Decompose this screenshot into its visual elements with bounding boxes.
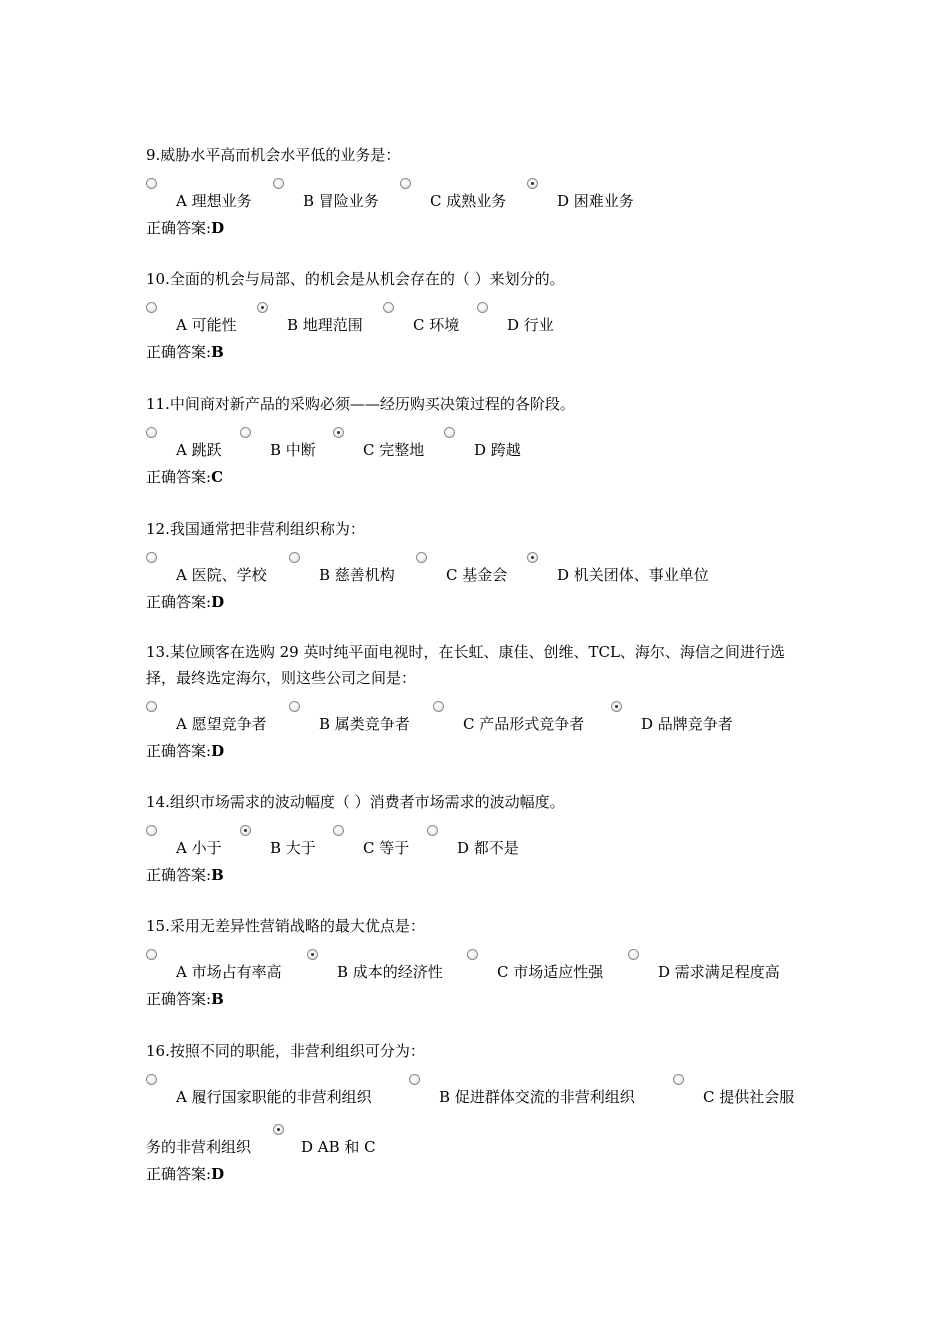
radio-button-icon[interactable]	[433, 701, 444, 712]
radio-button-icon[interactable]	[628, 949, 639, 960]
question-block	[146, 1038, 826, 1184]
radio-button-icon[interactable]	[146, 1074, 157, 1085]
question-block	[146, 913, 826, 1009]
option-label: A 可能性	[176, 316, 237, 334]
radio-button-icon[interactable]	[146, 427, 157, 438]
option-label: D AB 和 C	[301, 1138, 376, 1156]
options-row	[146, 949, 826, 989]
correct-answer: 正确答案:B	[146, 343, 224, 361]
question-title: 14.组织市场需求的波动幅度（ ）消费者市场需求的波动幅度。	[146, 793, 565, 811]
radio-button-selected-icon[interactable]	[527, 552, 538, 563]
question-title: 9.威胁水平高而机会水平低的业务是：	[146, 146, 401, 164]
radio-button-selected-icon[interactable]	[257, 302, 268, 313]
radio-button-selected-icon[interactable]	[273, 1124, 284, 1135]
option-label: A 愿望竞争者	[176, 715, 267, 733]
option-label: A 履行国家职能的非营利组织	[176, 1088, 372, 1106]
radio-button-icon[interactable]	[409, 1074, 420, 1085]
radio-button-selected-icon[interactable]	[333, 427, 344, 438]
option-label: B 冒险业务	[303, 192, 379, 210]
option-label: D 品牌竞争者	[641, 715, 733, 733]
option-label: B 慈善机构	[319, 566, 395, 584]
option-label: C 市场适应性强	[497, 963, 604, 981]
option-label: D 机关团体、事业单位	[557, 566, 709, 584]
option-label: B 中断	[270, 441, 316, 459]
radio-button-icon[interactable]	[146, 552, 157, 563]
option-label: A 市场占有率高	[176, 963, 282, 981]
radio-button-icon[interactable]	[673, 1074, 684, 1085]
radio-button-icon[interactable]	[289, 701, 300, 712]
radio-button-icon[interactable]	[146, 302, 157, 313]
correct-answer: 正确答案:B	[146, 990, 224, 1008]
radio-button-icon[interactable]	[416, 552, 427, 563]
radio-button-icon[interactable]	[146, 701, 157, 712]
radio-button-icon[interactable]	[477, 302, 488, 313]
option-label: D 行业	[507, 316, 554, 334]
radio-button-icon[interactable]	[146, 949, 157, 960]
question-title: 11.中间商对新产品的采购必须——经历购买决策过程的各阶段。	[146, 395, 575, 413]
options-row	[146, 1074, 826, 1114]
question-title: 13.某位顾客在选购 29 英吋纯平面电视时，在长虹、康佳、创维、TCL、海尔、海信之间进行选择，最终选定海尔，则这些公司之间是：	[146, 643, 785, 687]
option-label: C 成熟业务	[430, 192, 507, 210]
correct-answer: 正确答案:B	[146, 866, 224, 884]
radio-button-selected-icon[interactable]	[611, 701, 622, 712]
options-row	[146, 825, 826, 865]
question-block	[146, 789, 826, 885]
radio-button-icon[interactable]	[333, 825, 344, 836]
question-title: 15.采用无差异性营销战略的最大优点是：	[146, 917, 425, 935]
option-label: C 完整地	[363, 441, 425, 459]
options-row	[146, 178, 826, 218]
option-label: B 促进群体交流的非营利组织	[439, 1088, 635, 1106]
option-label: B 地理范围	[287, 316, 363, 334]
option-label: C 产品形式竞争者	[463, 715, 585, 733]
radio-button-selected-icon[interactable]	[240, 825, 251, 836]
question-title: 10.全面的机会与局部、的机会是从机会存在的（ ）来划分的。	[146, 270, 565, 288]
question-block	[146, 516, 826, 612]
option-label: D 都不是	[457, 839, 519, 857]
question-block	[146, 391, 826, 487]
correct-answer: 正确答案:D	[146, 219, 225, 237]
option-label: A 跳跃	[176, 441, 222, 459]
radio-button-icon[interactable]	[146, 178, 157, 189]
radio-button-icon[interactable]	[467, 949, 478, 960]
correct-answer: 正确答案:D	[146, 1165, 225, 1183]
option-label: B 属类竞争者	[319, 715, 410, 733]
options-row	[146, 552, 826, 592]
option-label: C 提供社会服	[703, 1088, 795, 1106]
question-block	[146, 142, 826, 238]
correct-answer: 正确答案:D	[146, 742, 225, 760]
correct-answer: 正确答案:C	[146, 468, 224, 486]
options-row	[146, 302, 826, 342]
option-label: D 困难业务	[557, 192, 634, 210]
option-label: C 等于	[363, 839, 410, 857]
option-label: A 理想业务	[176, 192, 252, 210]
options-row	[146, 427, 826, 467]
radio-button-selected-icon[interactable]	[307, 949, 318, 960]
correct-answer: 正确答案:D	[146, 593, 225, 611]
option-label: A 医院、学校	[176, 566, 267, 584]
option-label: B 成本的经济性	[337, 963, 443, 981]
option-label: C 环境	[413, 316, 460, 334]
options-row-continued	[146, 1124, 826, 1164]
question-block	[146, 266, 826, 362]
option-label: D 需求满足程度高	[658, 963, 780, 981]
radio-button-icon[interactable]	[400, 178, 411, 189]
option-label: D 跨越	[474, 441, 521, 459]
radio-button-icon[interactable]	[146, 825, 157, 836]
radio-button-icon[interactable]	[289, 552, 300, 563]
question-title: 16.按照不同的职能，非营利组织可分为：	[146, 1042, 425, 1060]
option-label: A 小于	[176, 839, 222, 857]
option-label: C 基金会	[446, 566, 508, 584]
question-title: 12.我国通常把非营利组织称为：	[146, 520, 365, 538]
question-block	[146, 639, 826, 761]
radio-button-icon[interactable]	[383, 302, 394, 313]
options-row	[146, 701, 826, 741]
radio-button-icon[interactable]	[427, 825, 438, 836]
radio-button-icon[interactable]	[240, 427, 251, 438]
radio-button-selected-icon[interactable]	[527, 178, 538, 189]
option-label: B 大于	[270, 839, 316, 857]
radio-button-icon[interactable]	[273, 178, 284, 189]
option-label: 务的非营利组织	[146, 1138, 252, 1156]
radio-button-icon[interactable]	[444, 427, 455, 438]
